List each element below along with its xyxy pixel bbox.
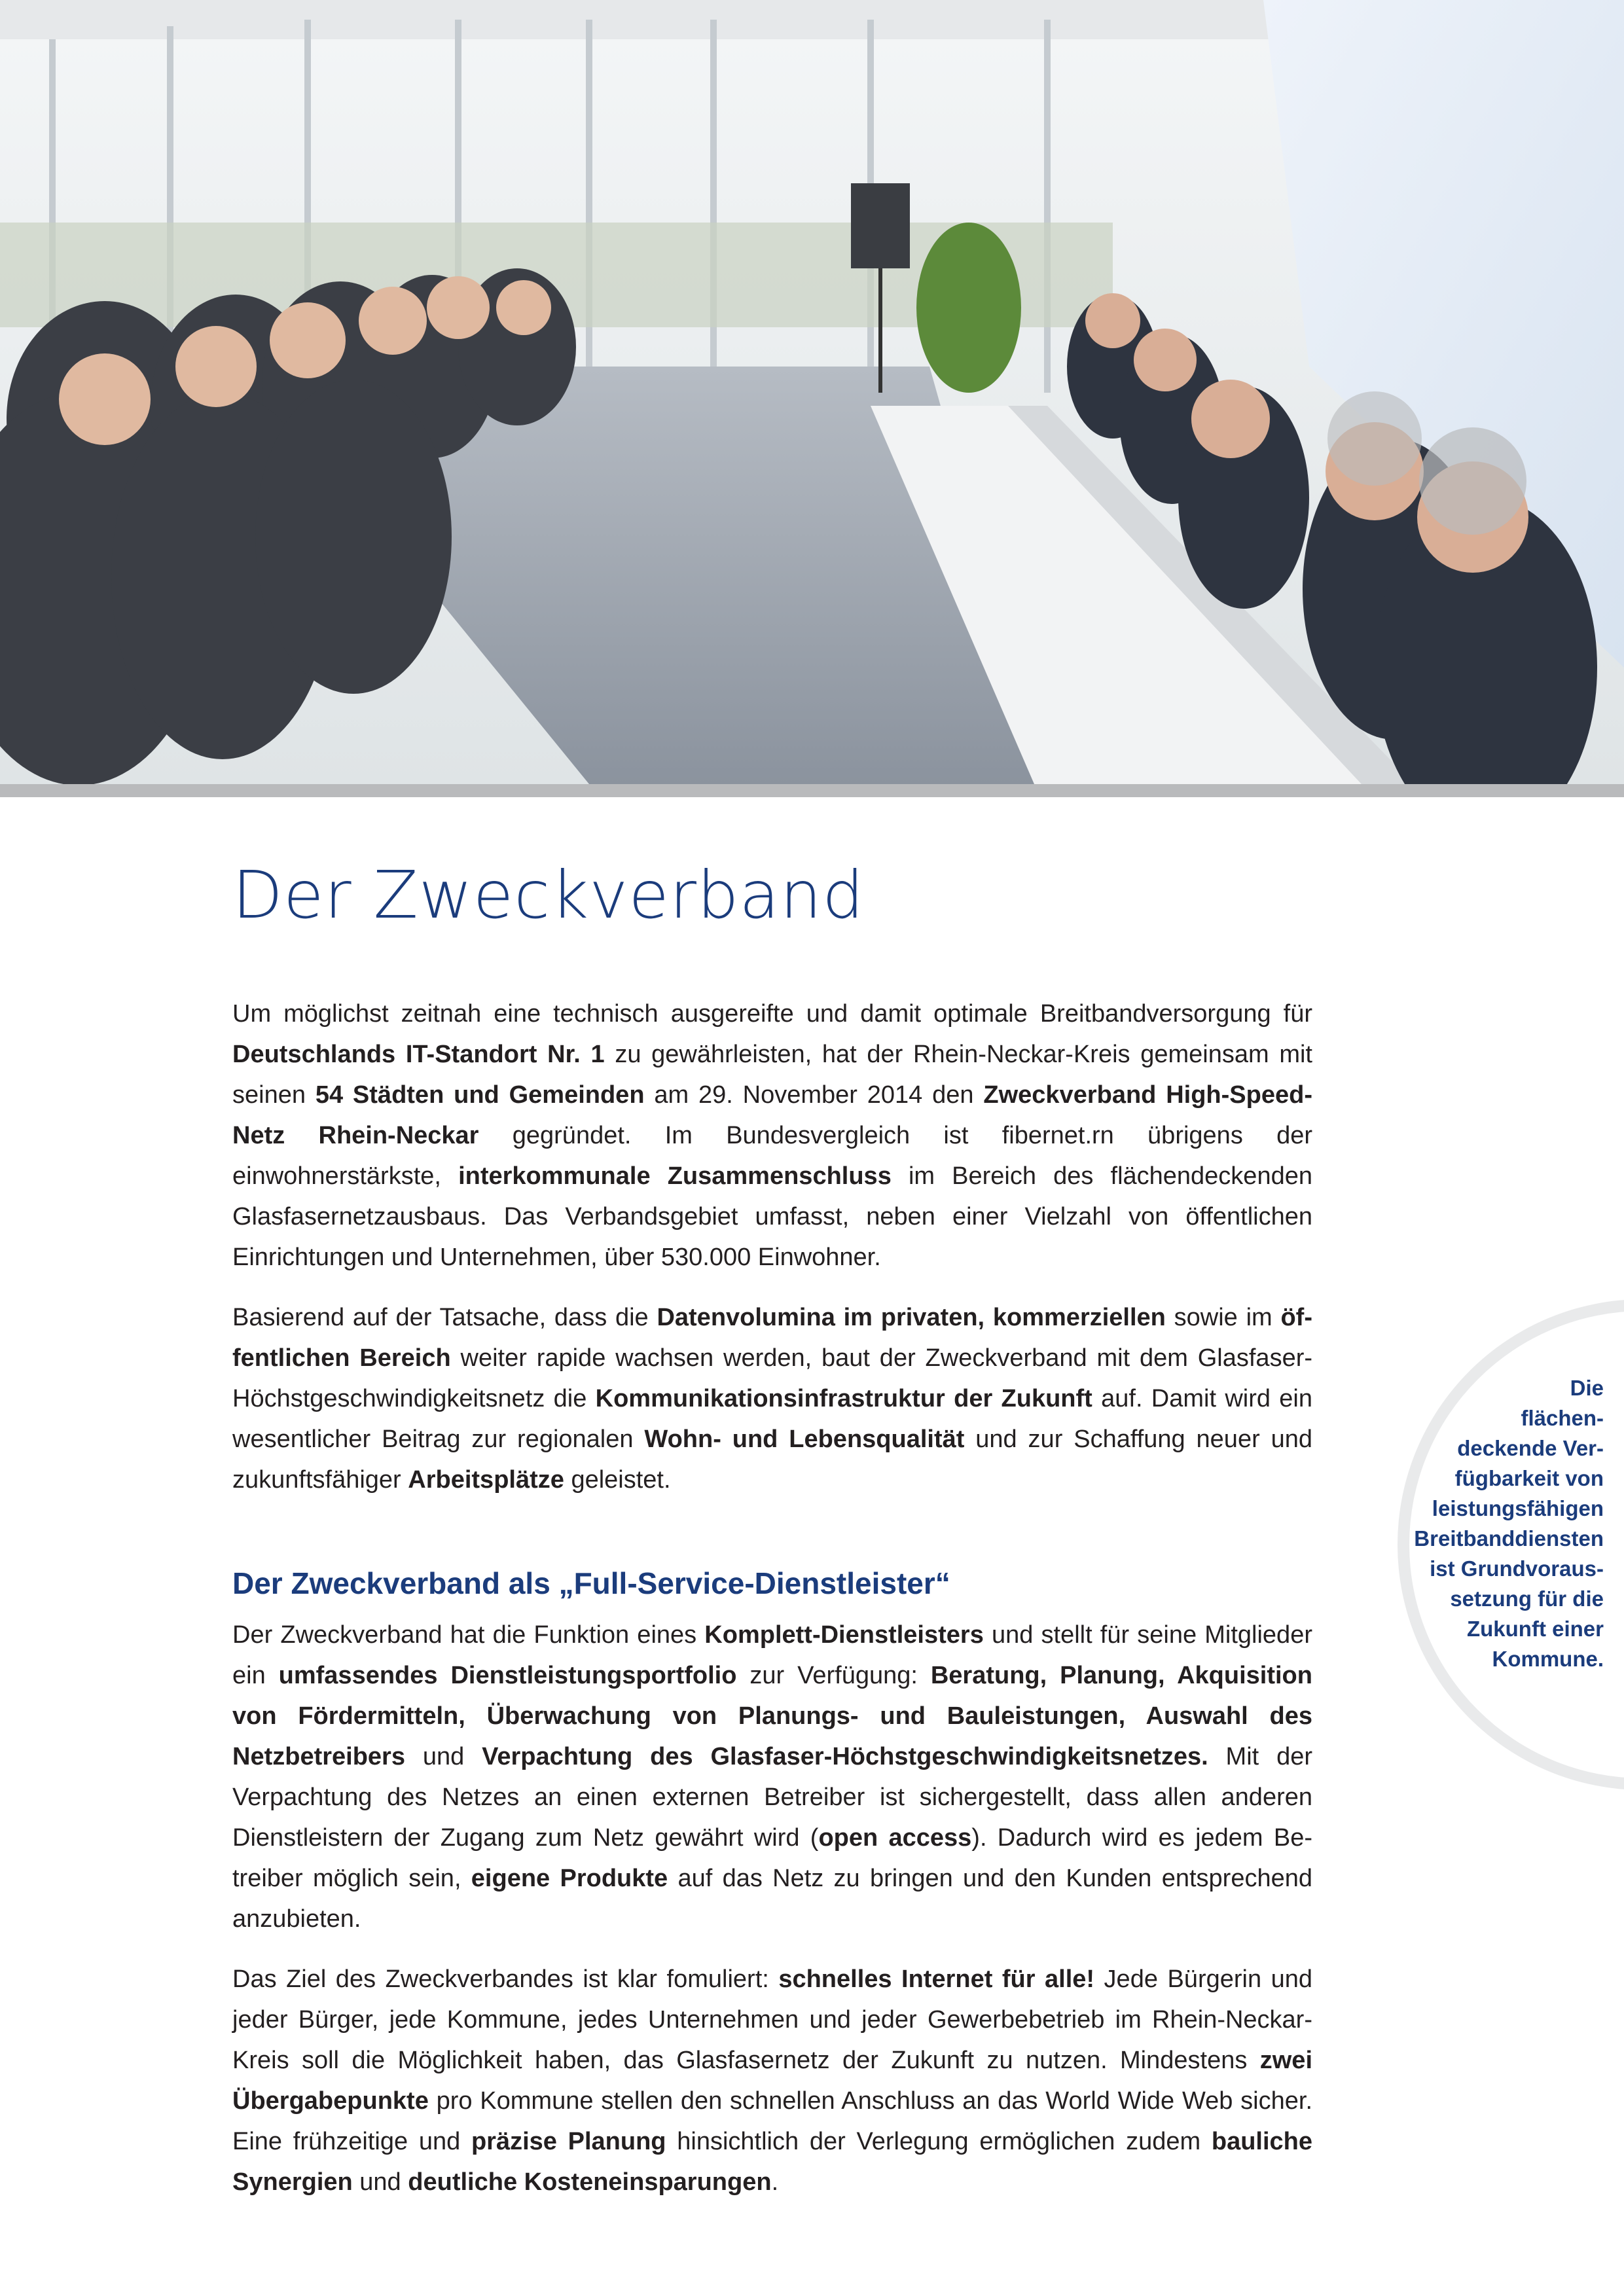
emphasis: 54 Städten und Gemeinden	[315, 1081, 645, 1109]
callout-line: deckende Ver-	[1457, 1436, 1604, 1460]
emphasis: schnelles Internet für alle!	[778, 1965, 1095, 1993]
paragraph: Basierend auf der Tatsache, dass die Datenvolumina im privaten, kommerziellen sowie im öffentlichen Bereich weiter rapide wachsen werden, baut der Zweckverband mit dem Glasfaser-Höchstgeschwindigkeitsnetz die Kommunikationsinfrastruktur der Zukunft auf. Damit wird ein wesentlicher Beitrag zur regionalen Wohn- und Lebensqualität und zur Schaffung neuer und zukunftsfähiger Arbeitsplätze geleistet.	[232, 1304, 1313, 1494]
emphasis: deutliche Kosteneinsparungen	[408, 2168, 772, 2196]
emphasis: zwei Übergabepunkte	[232, 2047, 1312, 2115]
article-body	[232, 994, 1312, 2222]
emphasis: eigene Produkte	[471, 1865, 668, 1892]
paragraph: Um möglichst zeitnah eine technisch ausgereifte und damit optimale Breitbandversorgung für Deutschlands IT-Standort Nr. 1 zu gewährleisten, hat der Rhein-Neckar-Kreis gemeinsam mit seinen 54 Städten und Gemeinden am 29. November 2014 den Zweckverband High-Speed-Netz Rhein-Neckar gegründet. Im Bundesvergleich ist fibernet.rn übrigens der einwohnerstärkste, interkommunale Zusammenschluss im Bereich des flächendeckenden Glasfasernetzausbaus. Das Verbandsgebiet umfasst, neben einer Vielzahl von öffentlichen Einrichtungen und Unternehmen, über 530.000 Einwohner.	[232, 1000, 1313, 1271]
emphasis: interkommunale Zusammenschluss	[458, 1162, 892, 1190]
emphasis: präzise Planung	[471, 2128, 666, 2155]
callout-quote	[1401, 1373, 1604, 1674]
callout-line: leistungsfähigen	[1432, 1496, 1604, 1520]
callout-line: Kommune.	[1492, 1647, 1604, 1671]
emphasis: Beratung, Planung, Akquisition von Fördermitteln, Überwachung von Planungs- und Bauleistungen, Auswahl des Netzbetreibers	[232, 1662, 1312, 1770]
page-title: Der Zweckverband	[232, 857, 865, 933]
paragraph: Das Ziel des Zweckverbandes ist klar fomuliert: schnelles Internet für alle! Jede Bürgerin und jeder Bürger, jede Kommune, jedes Unternehmen und jeder Gewerbebetrieb im Rhein-Neckar-Kreis soll die Möglichkeit haben, das Glasfasernetz der Zukunft zu nutzen. Mindestens zwei Übergabepunkte pro Kommune stellen den schnellen Anschluss an das World Wide Web sicher. Eine frühzeitige und präzise Planung hinsichtlich der Verlegung ermöglichen zudem bauliche Synergien und deutliche Kosteneinsparungen.	[232, 1965, 1313, 2196]
emphasis: Verpachtung des Glasfaser-Höchstgeschwindigkeitsnetzes.	[482, 1743, 1208, 1770]
emphasis: Wohn- und Lebensqualität	[644, 1426, 965, 1453]
emphasis: Datenvolumina im privaten, kommerziellen	[657, 1304, 1166, 1331]
callout-line: flächen-	[1521, 1406, 1604, 1430]
callout-line: setzung für die	[1450, 1587, 1604, 1611]
emphasis: Komplett-Dienstleisters	[704, 1621, 984, 1649]
callout-line: Breitbanddiensten	[1414, 1526, 1604, 1551]
paragraph: Der Zweckverband hat die Funktion eines Komplett-Dienstleisters und stellt für seine Mitglieder ein umfassendes Dienstleistungsportfolio zur Verfügung: Beratung, Planung, Akquisition von Fördermitteln, Überwachung von Planungs- und Bauleistungen, Auswahl des Netzbetreibers und Verpachtung des Glasfaser-Höchstgeschwindigkeitsnetzes. Mit der Verpachtung des Netzes an einen externen Betreiber ist sichergestellt, dass allen anderen Dienstleistern der Zugang zum Netz gewährt wird (open access). Dadurch wird es jedem Betreiber möglich sein, eigene Produkte auf das Netz zu bringen und den Kunden entsprechend anzubieten.	[232, 1621, 1313, 1933]
emphasis: bauliche Synergien	[232, 2128, 1313, 2196]
emphasis: open access	[818, 1824, 972, 1852]
callout-line: ist Grundvoraus-	[1430, 1556, 1604, 1581]
emphasis: Zweckverband High-Speed-Netz Rhein-Neckar	[232, 1081, 1312, 1149]
section-heading: Der Zweckverband als „Full-Service-Dienstleister“	[232, 1566, 950, 1600]
callout-line: fügbarkeit von	[1454, 1466, 1604, 1490]
emphasis: Arbeitsplätze	[408, 1466, 564, 1494]
emphasis: Deutschlands IT-Standort Nr. 1	[232, 1041, 605, 1068]
emphasis: öffentlichen Bereich	[232, 1304, 1312, 1372]
emphasis: Kommunikationsinfrastruktur der Zukunft	[595, 1385, 1092, 1412]
callout-line: Zukunft einer	[1466, 1617, 1604, 1641]
photo-divider-band	[0, 784, 1624, 797]
emphasis: umfassendes Dienstleistungsportfolio	[278, 1662, 737, 1689]
callout-line: Die	[1570, 1376, 1604, 1400]
conference-photo-icon	[0, 0, 1624, 784]
header-photo	[0, 0, 1624, 784]
